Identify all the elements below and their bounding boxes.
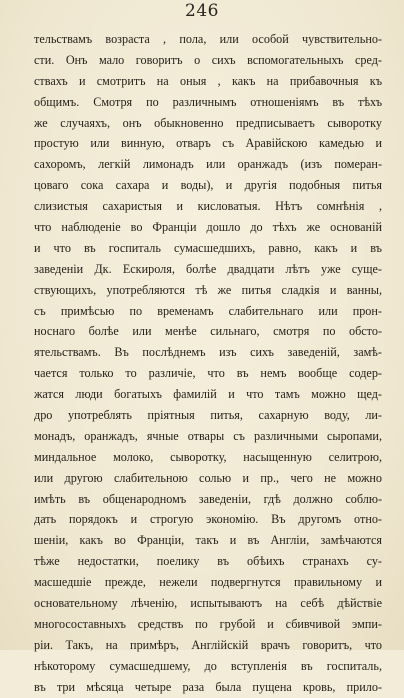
text-line: дать порядокъ и строгую экономiю. Въ другомъ отно- bbox=[34, 512, 382, 527]
text-line: цоваго сока сахара и воды), и другiя подобныя питья bbox=[34, 178, 382, 193]
text-line: ствахъ и смотритъ на оныя , какъ на прибавочныя къ bbox=[34, 73, 382, 88]
text-line: имѣть въ общенародномъ заведенiи, гдѣ должно соблю- bbox=[34, 491, 382, 506]
text-line: монадъ, оранжадъ, ячные отвары съ различными сыропами, bbox=[34, 428, 382, 443]
text-line: рiи. Такъ, на примѣръ, Англiйскiй врачъ говоритъ, что bbox=[34, 637, 382, 652]
text-line: что наблюденiе во Францiи дошло до тѣхъ же основанiй bbox=[34, 220, 382, 235]
text-line: масшедшiе прежде, нежели подвергнутся правильному и bbox=[34, 575, 382, 590]
text-line: шенiи, какъ во Францiи, такъ и въ Англiи, замѣчаются bbox=[34, 533, 382, 548]
text-line: ятельствамъ. Въ послѣднемъ изъ сихъ заведенiй, замѣ- bbox=[34, 345, 382, 360]
text-line: сти. Онъ мало говоритъ о сихъ вспомогательныхъ сред- bbox=[34, 52, 382, 67]
text-line: и что въ госпиталь сумасшедшихъ, равно, какъ и въ bbox=[34, 240, 382, 255]
text-line: же случаяхъ, онъ обыкновенно предписываетъ сыворотку bbox=[34, 115, 382, 130]
text-line: жатся люди богатыхъ фамилiй и что тамъ можно щед- bbox=[34, 387, 382, 402]
text-line: или другою слабительною солью и пр., чего не можно bbox=[34, 470, 382, 485]
text-line: дро употреблять прiятныя питья, сахарную воду, ли- bbox=[34, 408, 382, 423]
text-line: тельствамъ возраста , пола, или особой чувствительно- bbox=[34, 32, 382, 46]
text-line: простую или винную, отваръ съ Аравiйскою камедью и bbox=[34, 136, 382, 151]
text-line: заведенiи Дк. Ескироля, болѣе двадцати лѣтъ уже суще- bbox=[34, 261, 382, 276]
page-number: 246 bbox=[185, 1, 219, 21]
text-line: многосоставныхъ средствъ по грубой и сбивчивой эмпи- bbox=[34, 616, 382, 631]
text-line: носнаго болѣе или менѣе сильнаго, смотря по обсто- bbox=[34, 324, 382, 339]
text-line: слизистыя сахаристыя и кисловатыя. Нѣтъ сомнѣнiя , bbox=[34, 199, 382, 214]
text-line: чается только то различiе, что въ немъ вообще содер- bbox=[34, 366, 382, 381]
text-line: ствующихъ, употребляются тѣ же питья сладкiя и ванны, bbox=[34, 282, 382, 297]
body-text bbox=[34, 29, 382, 698]
text-line: съ примѣсью по временамъ слабительнаго или прон- bbox=[34, 303, 382, 318]
text-line: основательному лѣченiю, испытываютъ на себѣ дѣйствiе bbox=[34, 596, 382, 611]
text-line: общимъ. Смотря по различнымъ отношенiямъ въ тѣхъ bbox=[34, 94, 382, 109]
text-line: тѣже недостатки, поелику въ обѣихъ странахъ су- bbox=[34, 554, 382, 569]
text-line: миндальное молоко, сыворотку, насыщенную селитрою, bbox=[34, 449, 382, 464]
text-line: въ три мѣсяца четыре раза была пущена кровь, прило- bbox=[34, 679, 382, 694]
text-line: сахоромъ, легкiй лимонадъ или оранжадъ (изъ померан- bbox=[34, 157, 382, 172]
text-line: нѣкоторому сумасшедшему, до вступленiя въ госпиталь, bbox=[34, 658, 382, 673]
